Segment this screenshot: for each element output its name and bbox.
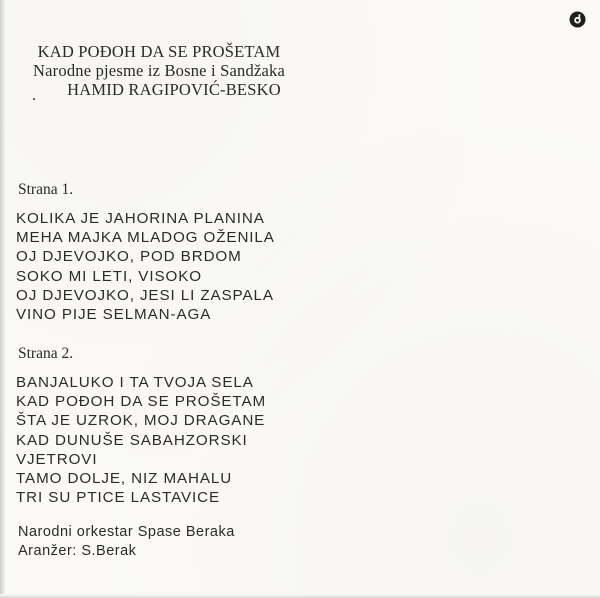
track-item: VJETROVI — [16, 450, 98, 468]
decorative-dot: . — [32, 87, 36, 104]
track-item: ŠTA JE UZROK, MOJ DRAGANE — [16, 412, 266, 430]
side-b-label: Strana 2. — [18, 345, 74, 362]
side-b-tracklist — [16, 373, 266, 507]
arranger-credit: Aranžer: S.Berak — [18, 543, 137, 559]
track-item: VINO PIJE SELMAN-AGA — [16, 306, 212, 324]
credits-block — [18, 523, 235, 561]
album-subtitle: Narodne pjesme iz Bosne i Sandžaka — [33, 61, 285, 80]
orchestra-credit: Narodni orkestar Spase Beraka — [18, 524, 235, 540]
artist-name: HAMID RAGIPOVIĆ-BESKO — [67, 80, 281, 99]
track-item: OJ DJEVOJKO, JESI LI ZASPALA — [16, 286, 274, 304]
track-item: OJ DJEVOJKO, POD BRDOM — [16, 248, 242, 266]
track-item: KAD POĐOH DA SE PROŠETAM — [16, 393, 267, 411]
track-item: KAD DUNUŠE SABAHZORSKI — [16, 431, 248, 449]
track-item: SOKO MI LETI, VISOKO — [16, 267, 202, 285]
track-item: BANJALUKO I TA TVOJA SELA — [16, 374, 254, 391]
album-header — [0, 42, 318, 99]
paper-bottom-edge — [0, 594, 600, 598]
album-title: KAD POĐOH DA SE PROŠETAM — [37, 42, 281, 61]
record-label-logo-icon — [569, 11, 586, 28]
track-item: MEHA MAJKA MLADOG OŽENILA — [16, 229, 275, 247]
track-item: TAMO DOLJE, NIZ MAHALU — [16, 470, 233, 488]
side-a-tracklist — [16, 209, 275, 324]
track-item: TRI SU PTICE LASTAVICE — [16, 489, 221, 507]
side-a-label: Strana 1. — [18, 181, 74, 198]
track-item: KOLIKA JE JAHORINA PLANINA — [16, 210, 265, 227]
